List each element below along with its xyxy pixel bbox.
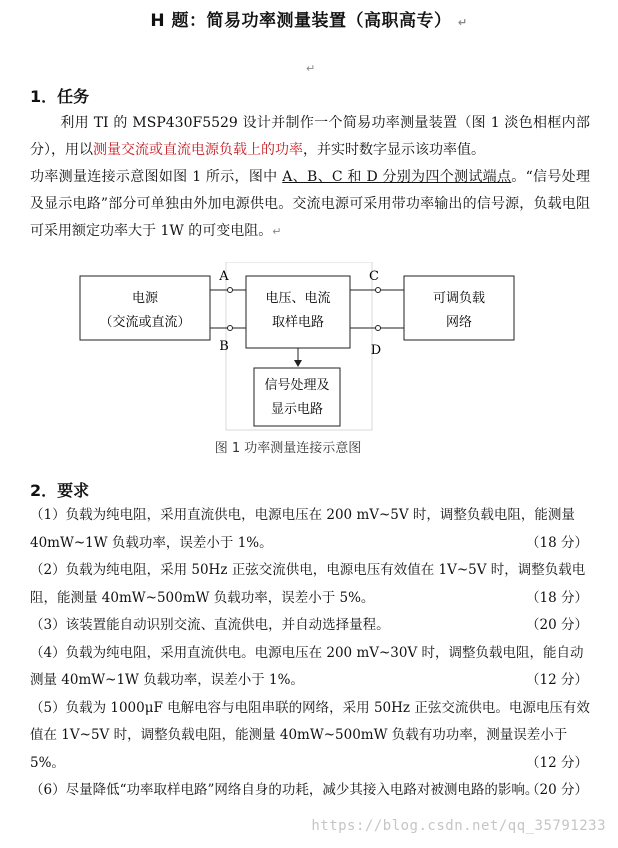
score: （20 分） <box>526 782 588 798</box>
score: （20 分） <box>526 617 588 633</box>
load-label-2: 网络 <box>445 315 473 330</box>
task-underlined: A、B、C 和 D 分别为四个测试端点 <box>282 169 512 185</box>
paragraph-mark: ↵ <box>306 62 316 75</box>
processing-display-box <box>254 368 340 426</box>
sampling-circuit-box <box>246 276 350 348</box>
requirement-item: （1）负载为纯电阻，采用直流供电，电源电压在 200 mV~5V 时，调整负载电阻，能测量 40mW~1W 负载功率，误差小于 1%。 （18 分） <box>30 502 590 557</box>
score: （18 分） <box>526 534 588 551</box>
task-text-2: ，并实时数字显示该功率值。 <box>303 142 485 158</box>
score: （12 分） <box>526 672 588 688</box>
task-highlight: 测量交流或直流电源负载上的功率 <box>93 142 303 158</box>
sampler-label-2: 取样电路 <box>271 315 325 330</box>
label-a: A <box>219 269 229 284</box>
source-label-2: （交流或直流） <box>99 315 191 330</box>
proc-label-1: 信号处理及 <box>264 378 330 393</box>
score: （18 分） <box>526 589 588 606</box>
task-text-3: 功率测量连接示意图如图 1 所示，图中 <box>30 169 283 185</box>
arrow-down-icon <box>294 360 302 367</box>
watermark: https://blog.csdn.net/qq_35791233 <box>311 818 606 834</box>
label-d: D <box>370 343 382 358</box>
terminal-d <box>376 326 381 331</box>
terminal-b <box>228 326 233 331</box>
page-title: H 题：简易功率测量装置（高职高专） ↵ <box>150 11 468 31</box>
paragraph-mark: ↵ <box>457 16 468 29</box>
score: （12 分） <box>526 754 588 771</box>
label-c: C <box>369 269 379 284</box>
sampler-label-1: 电压、电流 <box>265 291 331 306</box>
terminal-a <box>228 288 233 293</box>
section-1-heading: 1．任务 <box>30 87 90 106</box>
section-2-heading: 2．要求 <box>30 481 90 500</box>
source-label-1: 电源 <box>131 291 159 306</box>
requirement-item: （5）负载为 1000μF 电解电容与电阻串联的网络，采用 50Hz 正弦交流供电。电源电压有效值在 1V~5V 时，调整负载电阻，能测量 40mW~500mW 负载有功功率，测量误差小于 5%。 （12 分） <box>30 695 590 778</box>
load-label-1: 可调负载 <box>432 291 486 306</box>
requirement-item: （2）负载为纯电阻，采用 50Hz 正弦交流供电，电源电压有效值在 1V~5V 时，调整负载电阻，能测量 40mW~500mW 负载功率，误差小于 5%。 （18 分） <box>30 557 590 612</box>
label-b: B <box>219 339 229 354</box>
task-paragraph <box>30 110 590 245</box>
requirements-list <box>30 502 590 805</box>
requirement-item: （4）负载为纯电阻，采用直流供电。电源电压在 200 mV~30V 时，调整负载电阻，能自动测量 40mW~1W 负载功率，误差小于 1%。 （12 分） <box>30 640 590 695</box>
paragraph-mark: ↵ <box>272 225 282 238</box>
connection-diagram <box>66 262 554 460</box>
task-text-4: 。“信号处理及显示电路”部分可单独由外加电源供电。交流电源可采用带功率输出的信号源，负载电阻可采用额定功率大于 1W 的可变电阻。 <box>30 169 590 239</box>
task-text-1: 利用 TI 的 MSP430F5529 设计并制作一个简易功率测量装置（图 1 淡色相框内部分），用以 <box>30 115 590 158</box>
requirement-item: （6）尽量降低“功率取样电路”网络自身的功耗，减少其接入电路对被测电路的影响。 （20 分） <box>30 777 590 805</box>
figure-caption: 图 1 功率测量连接示意图 <box>214 441 362 456</box>
adjustable-load-box <box>404 276 514 340</box>
proc-label-2: 显示电路 <box>270 402 324 417</box>
terminal-c <box>376 288 381 293</box>
power-source-box <box>80 276 210 340</box>
requirement-item: （3）该装置能自动识别交流、直流供电，并自动选择量程。 （20 分） <box>30 612 590 640</box>
